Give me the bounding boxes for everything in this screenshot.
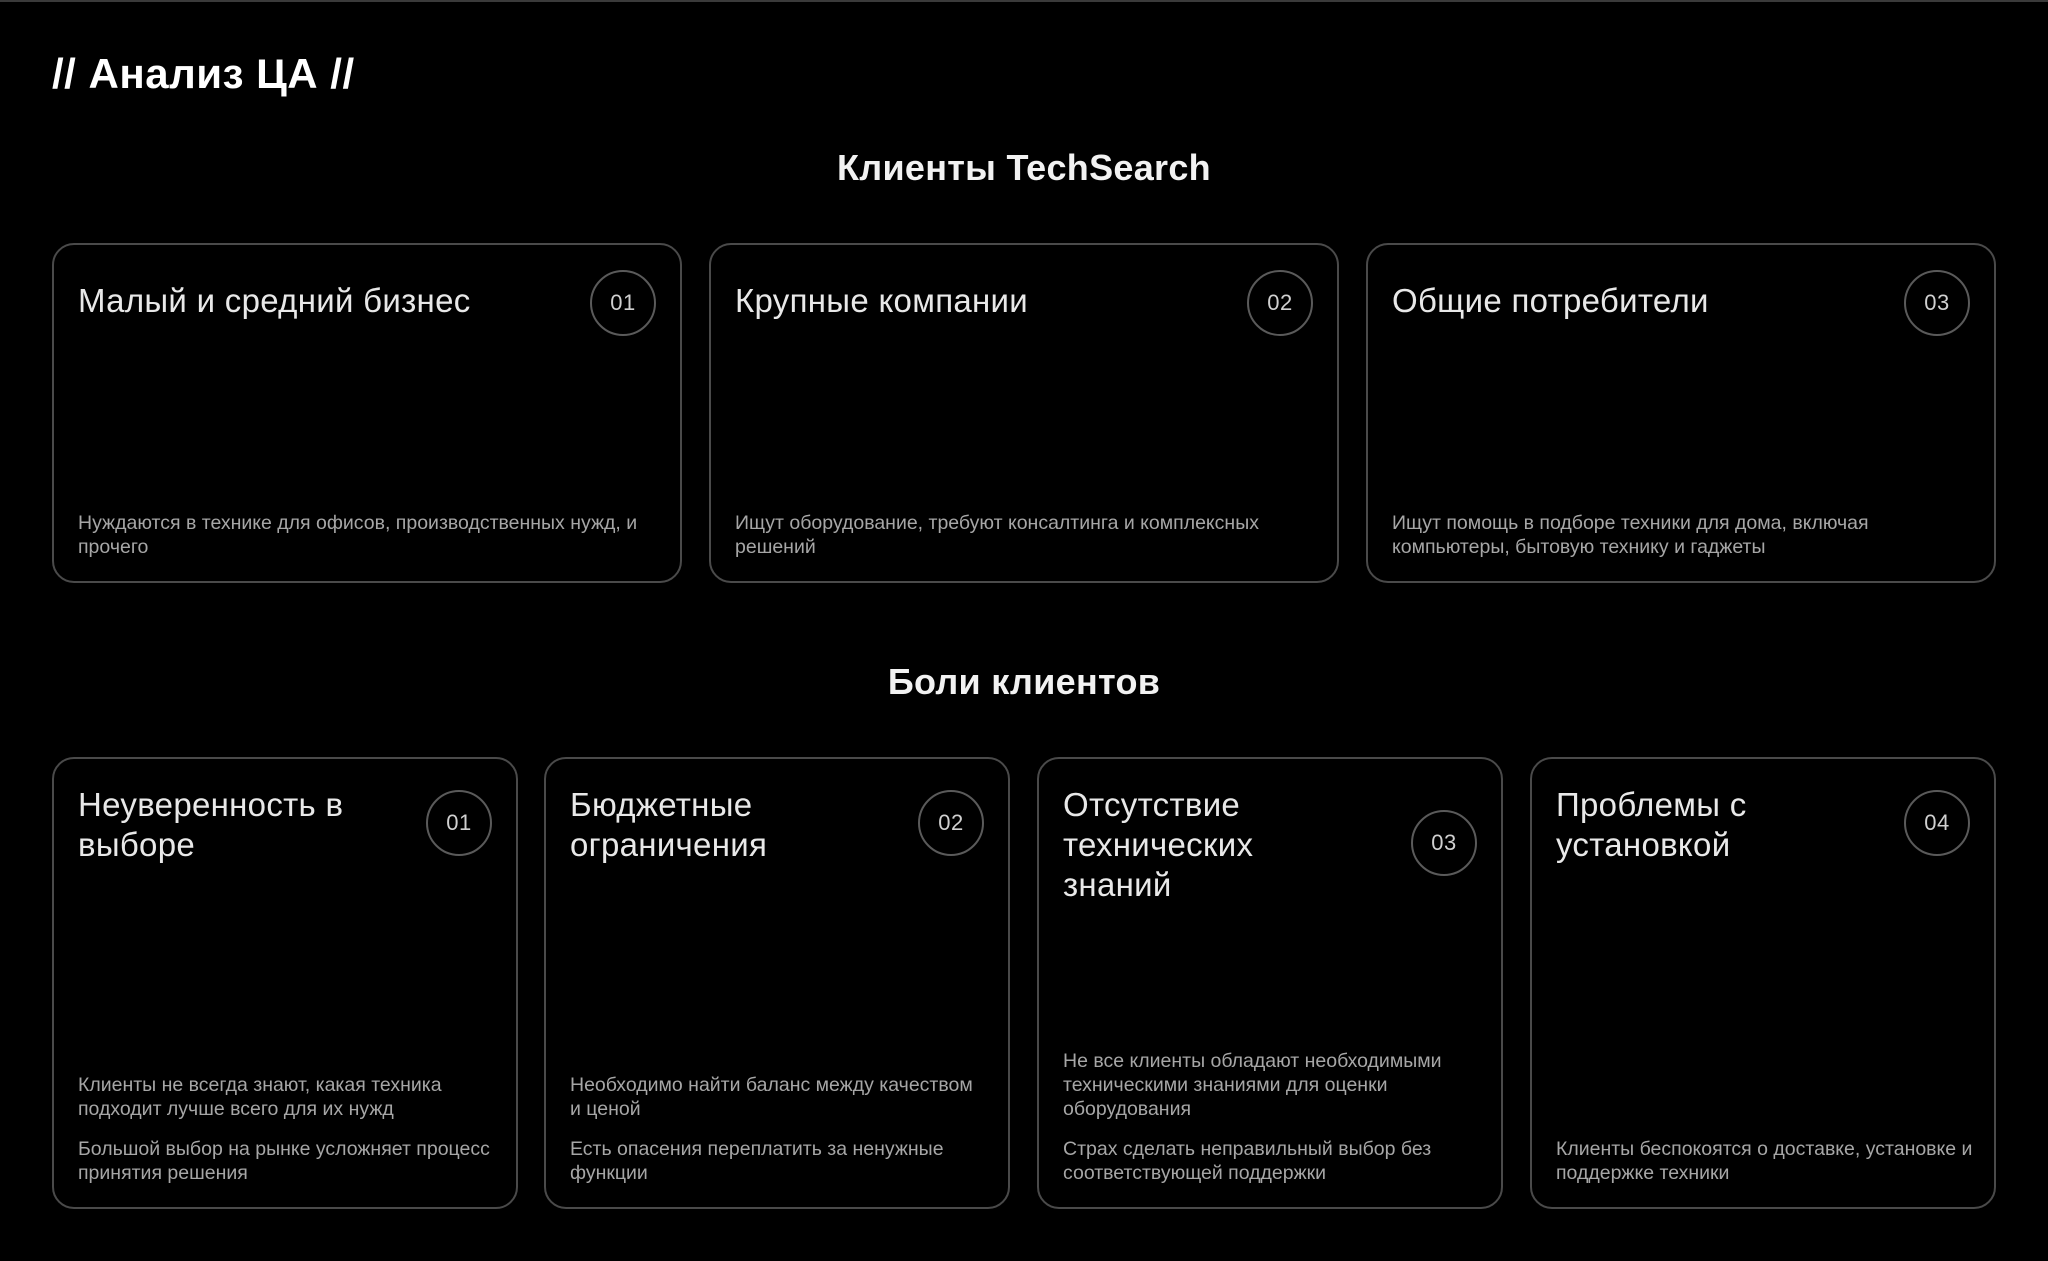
card-number-badge: 04 bbox=[1904, 790, 1970, 856]
card-description-text: Не все клиенты обладают необходимыми техническими знаниями для оценки оборудования bbox=[1063, 1050, 1442, 1120]
card-title: Крупные компании bbox=[735, 282, 1029, 319]
card-description bbox=[1556, 1137, 1974, 1185]
card-description-text: Большой выбор на рынке усложняет процесс принятия решения bbox=[78, 1138, 490, 1184]
card-number-badge: 01 bbox=[426, 790, 492, 856]
client-card-small-medium-business bbox=[52, 243, 682, 583]
card-description-text: Клиенты беспокоятся о доставке, установке и поддержке техники bbox=[1556, 1138, 1973, 1184]
card-title: Проблемы с установкой bbox=[1556, 786, 1747, 863]
client-card-general-consumers bbox=[1366, 243, 1996, 583]
card-description-text: Страх сделать неправильный выбор без соответствующей поддержки bbox=[1063, 1138, 1432, 1184]
card-description bbox=[78, 511, 660, 559]
card-title: Отсутствие технических знаний bbox=[1063, 786, 1254, 903]
card-title: Неуверенность в выборе bbox=[78, 786, 344, 863]
card-number-badge: 02 bbox=[1247, 270, 1313, 336]
top-divider bbox=[0, 0, 2048, 2]
card-number-badge: 01 bbox=[590, 270, 656, 336]
pain-card-technical-knowledge bbox=[1037, 757, 1503, 1209]
card-description bbox=[1063, 1049, 1481, 1185]
card-description-text: Ищут помощь в подборе техники для дома, включая компьютеры, бытовую технику и гаджеты bbox=[1392, 512, 1869, 558]
card-title: Малый и средний бизнес bbox=[78, 282, 471, 319]
pain-card-budget bbox=[544, 757, 1010, 1209]
card-description-text: Ищут оборудование, требуют консалтинга и комплексных решений bbox=[735, 512, 1259, 558]
pain-card-uncertainty bbox=[52, 757, 518, 1209]
card-description-text: Нуждаются в технике для офисов, производственных нужд, и прочего bbox=[78, 512, 638, 558]
card-description bbox=[735, 511, 1317, 559]
card-number-badge: 03 bbox=[1904, 270, 1970, 336]
card-description bbox=[570, 1073, 988, 1185]
pains-section-title: Боли клиентов bbox=[887, 661, 1161, 702]
card-description-text: Клиенты не всегда знают, какая техника подходит лучше всего для их нужд bbox=[78, 1074, 442, 1120]
card-description bbox=[1392, 511, 1974, 559]
card-description-text: Есть опасения переплатить за ненужные функции bbox=[570, 1138, 944, 1184]
client-card-large-companies bbox=[709, 243, 1339, 583]
card-number-badge: 03 bbox=[1411, 810, 1477, 876]
pain-card-installation bbox=[1530, 757, 1996, 1209]
card-number-badge: 02 bbox=[918, 790, 984, 856]
card-title: Бюджетные ограничения bbox=[570, 786, 768, 863]
card-description bbox=[78, 1073, 496, 1185]
card-title: Общие потребители bbox=[1392, 282, 1709, 319]
clients-section-title: Клиенты TechSearch bbox=[837, 147, 1211, 188]
page-title: // Анализ ЦА // bbox=[52, 50, 355, 97]
card-description-text: Необходимо найти баланс между качеством и ценой bbox=[570, 1074, 973, 1120]
